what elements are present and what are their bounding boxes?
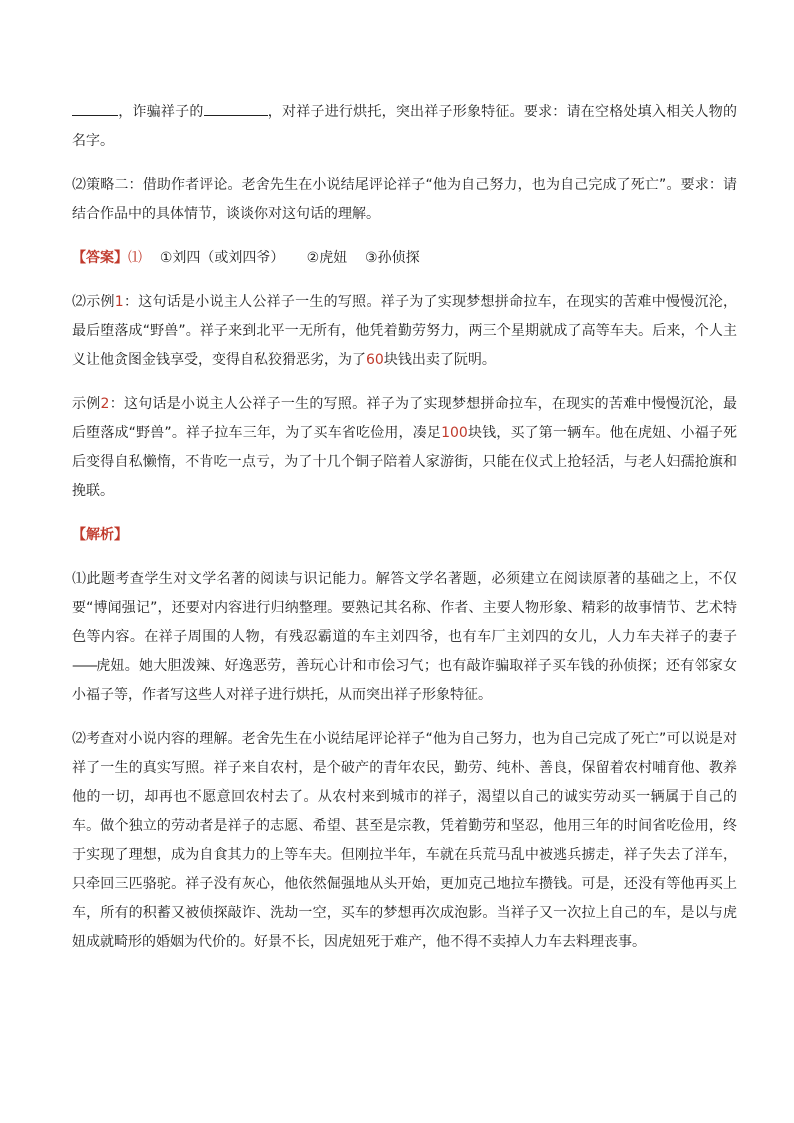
document-page xyxy=(72,98,737,972)
answer-item-3: ③孙侦探 xyxy=(365,250,420,266)
question-strategy-2: ⑵策略二：借助作者评论。老舍先生在小说结尾评论祥子“他为自己努力，也为自己完成了死亡”。要求：请结合作品中的具体情节，谈谈你对这句话的理解。 xyxy=(72,177,737,222)
answer-example-2: 示例2：这句话是小说主人公祥子一生的写照。祥子为了实现梦想拼命拉车，在现实的苦难中慢慢沉沦，最后堕落成“野兽”。祥子拉车三年，为了买车省吃俭用，凑足100块钱，买了第一辆车。他在虎妞、小福子死后变得自私懒惰，不肯吃一点亏，为了十几个铜子陪着人家游街，只能在仪式上抢轻活，与老人妇孺抢旗和挽联。 xyxy=(72,396,738,499)
answer-part1 xyxy=(72,244,737,273)
answer-part1-number: ⑴ xyxy=(128,250,142,266)
answer-example-1: ⑵示例1：这句话是小说主人公祥子一生的写照。祥子为了实现梦想拼命拉车，在现实的苦难中慢慢沉沦，最后堕落成“野兽”。祥子来到北平一无所有，他凭着勤劳努力，两三个星期就成了高等车夫。后来，个人主义让他贪图金钱享受，变得自私狡猾恶劣，为了60块钱出卖了阮明。 xyxy=(72,294,738,368)
fill-blank-2[interactable] xyxy=(204,100,268,116)
answer-item-1: ①刘四（或刘四爷） xyxy=(159,250,285,266)
answer-label: 【答案】 xyxy=(72,250,128,266)
question-part1-continuation: ，诈骗祥子的 ，对祥子进行烘托，突出祥子形象特征。要求：请在空格处填入相关人物的名字。 xyxy=(72,98,737,156)
fill-blank-1[interactable] xyxy=(72,100,118,116)
analysis-part2: ⑵考查对小说内容的理解。老舍先生在小说结尾评论祥子“他为自己努力，也为自己完成了死亡”可以说是对祥了一生的真实写照。祥子来自农村，是个破产的青年农民，勤劳、纯朴、善良，保留着农村哺育他、教养他的一切，却再也不愿意回农村去了。从农村来到城市的祥子，渴望以自己的诚实劳动买一辆属于自己的车。做个独立的劳动者是祥子的志愿、希望、甚至是宗教，凭着勤劳和坚忍，他用三年的时间省吃俭用，终于实现了理想，成为自食其力的上等车夫。但刚拉半年，车就在兵荒马乱中被逃兵掳走，祥子失去了洋车，只牵回三匹骆驼。祥子没有灰心，他依然倔强地从头开始，更加克己地拉车攒钱。可是，还没有等他再买上车，所有的积蓄又被侦探敲诈、洗劫一空，买车的梦想再次成泡影。当祥子又一次拉上自己的车，是以与虎妞成就畸形的婚姻为代价的。好景不长，因虎妞死于难产，他不得不卖掉人力车去料理丧事。 xyxy=(72,731,737,950)
answer-item-2: ②虎妞 xyxy=(306,250,348,266)
analysis-part1: ⑴此题考查学生对文学名著的阅读与识记能力。解答文学名著题，必须建立在阅读原著的基础之上，不仅要“博闻强记”，还要对内容进行归纳整理。要熟记其名称、作者、主要人物形象、精彩的故事情节、艺术特色等内容。在祥子周围的人物，有残忍霸道的车主刘四爷，也有车厂主刘四的女儿，人力车夫祥子的妻子——虎妞。她大胆泼辣、好逸恶劳，善玩心计和市侩习气；也有敲诈骗取祥子买车钱的孙侦探；还有邻家女小福子等，作者写这些人对祥子进行烘托，从而突出祥子形象特征。 xyxy=(72,571,737,703)
analysis-heading: 【解析】 xyxy=(72,527,128,543)
